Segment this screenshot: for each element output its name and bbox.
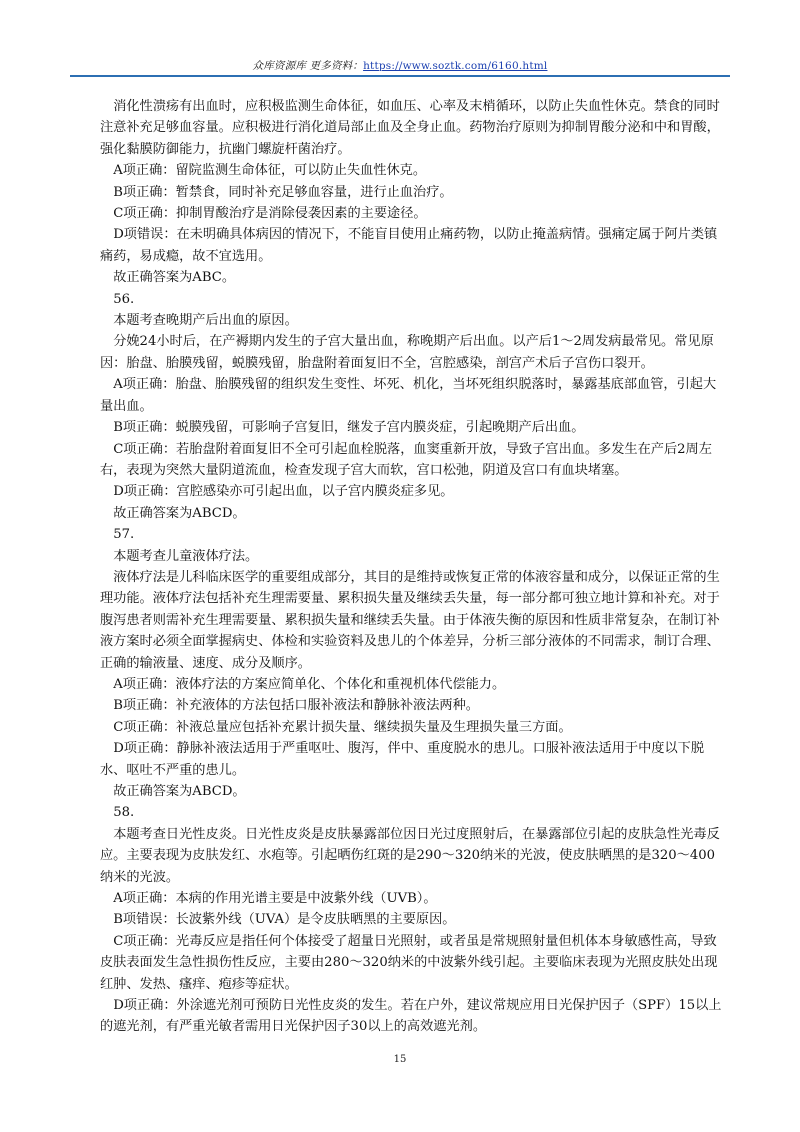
option-d: D项正确：静脉补液法适用于严重呕吐、腹泻，伴中、重度脱水的患儿。口服补液法适用于中度以下脱水、呕吐不严重的患儿。 [100,741,705,778]
option-c: C项正确：抑制胃酸治疗是消除侵袭因素的主要途径。 [113,206,427,222]
paragraph: 分娩24小时后，在产褥期内发生的子宫大量出血，称晚期产后出血。以产后1～2周发病最常见。常见原因：胎盘、胎膜残留，蜕膜残留，胎盘附着面复旧不全，宫腔感染，剖宫产术后子宫伤口裂开。 [100,334,714,371]
paragraph: 液体疗法是儿科临床医学的重要组成部分，其目的是维持或恢复正常的体液容量和成分，以保证正常的生理功能。液体疗法包括补充生理需要量、累积损失量及继续丢失量，每一部分都可独立地计算和补充。对于腹泻患者则需补充生理需要量、累积损失量和继续丢失量。由于体液失衡的原因和性质非常复杂，在制订补液方案时必须全面掌握病史、体检和实验资料及患儿的个体差异，分析三部分液体的不同需求，制订合理、正确的输液量、速度、成分及顺序。 [100,569,720,671]
paragraph: 消化性溃疡有出血时，应积极监测生命体征，如血压、心率及末梢循环，以防止失血性休克。禁食的同时注意补充足够血容量。应积极进行消化道局部止血及全身止血。药物治疗原则为抑制胃酸分泌和中和胃酸，强化黏膜防御能力，抗幽门螺旋杆菌治疗。 [100,99,720,157]
option-d: D项正确：宫腔感染亦可引起出血，以子宫内膜炎症多见。 [113,484,454,500]
question-topic: 本题考查儿童液体疗法。 [113,548,259,564]
option-d: D项错误：在未明确具体病因的情况下，不能盲目使用止痛药物，以防止掩盖病情。强痛定属于阿片类镇痛药，易成瘾，故不宜选用。 [100,227,718,264]
page-number: 15 [393,1054,407,1065]
option-a: A项正确：胎盘、胎膜残留的组织发生变性、坏死、机化，当坏死组织脱落时，暴露基底部血管，引起大量出血。 [100,377,717,414]
header-source-text: 众库资源库 更多资料： [252,60,364,72]
question-number: 56. [113,291,135,307]
page-header [70,58,730,73]
header-divider [70,75,730,77]
option-d: D项正确：外涂遮光剂可预防日光性皮炎的发生。若在户外，建议常规应用日光保护因子（SPF）15以上的遮光剂，有严重光敏者需用日光保护因子30以上的高效遮光剂。 [100,998,722,1035]
option-b: B项错误：长波紫外线（UVA）是令皮肤晒黑的主要原因。 [113,912,456,928]
answer-line: 故正确答案为ABCD。 [113,784,246,799]
option-c: C项正确：光毒反应是指任何个体接受了超量日光照射，或者虽是常规照射量但机体本身敏感性高，导致皮肤表面发生急性损伤性反应，主要由280～320纳米的中波紫外线引起。主要临床表现为光照皮肤处出现红肿、发热、瘙痒、疱疹等症状。 [100,933,718,992]
option-a: A项正确：本病的作用光谱主要是中波紫外线（UVB）。 [113,891,437,907]
question-number: 58. [113,805,135,821]
option-b: B项正确：暂禁食，同时补充足够血容量，进行止血治疗。 [113,184,453,200]
document-body [100,96,728,1038]
paragraph: 本题考查日光性皮炎。日光性皮炎是皮肤暴露部位因日光过度照射后，在暴露部位引起的皮肤急性光毒反应。主要表现为皮肤发红、水疱等。引起晒伤红斑的是290～320纳米的光波，使皮肤晒黑的是320～400纳米的光波。 [100,826,720,885]
option-c: C项正确：若胎盘附着面复旧不全可引起血栓脱落，血窦重新开放，导致子宫出血。多发生在产后2周左右，表现为突然大量阴道流血，检查发现子宫大而软，宫口松弛，阴道及宫口有血块堵塞。 [100,441,712,478]
option-b: B项正确：补充液体的方法包括口服补液法和静脉补液法两种。 [113,698,479,714]
answer-line: 故正确答案为ABCD。 [113,505,246,521]
answer-line: 故正确答案为ABC。 [113,270,236,286]
option-a: A项正确：液体疗法的方案应简单化、个体化和重视机体代偿能力。 [113,676,506,692]
option-a: A项正确：留院监测生命体征，可以防止失血性休克。 [113,163,427,179]
question-topic: 本题考查晚期产后出血的原因。 [113,313,298,329]
option-c: C项正确：补液总量应包括补充累计损失量、继续损失量及生理损失量三方面。 [113,719,572,735]
option-b: B项正确：蜕膜残留，可影响子宫复旧，继发子宫内膜炎症，引起晚期产后出血。 [113,420,585,436]
header-link[interactable]: https://www.soztk.com/6160.html [363,60,548,72]
question-number: 57. [113,527,135,543]
